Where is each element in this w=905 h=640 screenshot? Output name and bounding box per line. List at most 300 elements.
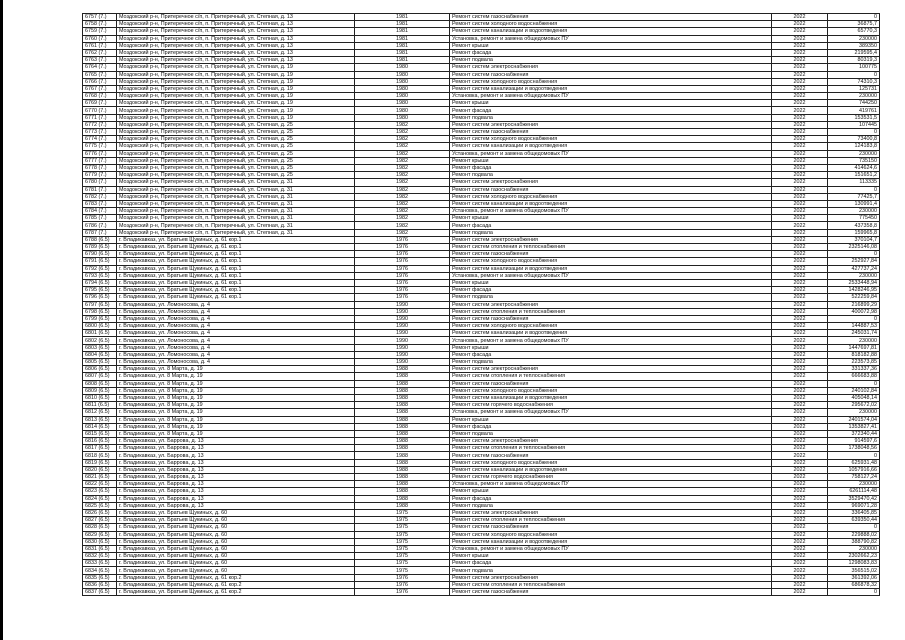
- build-year-cell: 1990: [355, 330, 450, 337]
- row-number-cell: 6797 (6.5): [83, 301, 117, 308]
- work-type-cell: Ремонт систем газоснабжения: [450, 315, 772, 322]
- work-type-cell: Ремонт систем электроснабжения: [450, 179, 772, 186]
- work-type-cell: Ремонт систем отопления и теплоснабжения: [450, 445, 772, 452]
- table-row: [83, 474, 880, 481]
- work-type-cell: Ремонт крыши: [450, 553, 772, 560]
- row-number-cell: 6792 (6.5): [83, 265, 117, 272]
- plan-year-cell: 2022: [772, 574, 828, 581]
- work-type-cell: Ремонт крыши: [450, 42, 772, 49]
- address-cell: г. Владикавказ, ул. Братьев Щукиных, д. 61 кор.1: [117, 251, 355, 258]
- row-number-cell: 6779 (7.): [83, 172, 117, 179]
- plan-year-cell: 2022: [772, 129, 828, 136]
- work-type-cell: Ремонт подвала: [450, 430, 772, 437]
- row-number-cell: 6829 (6.5): [83, 531, 117, 538]
- cost-cell: 2302662,23: [828, 553, 880, 560]
- table-row: [83, 459, 880, 466]
- table-row: [83, 222, 880, 229]
- row-number-cell: 6796 (6.5): [83, 294, 117, 301]
- row-number-cell: 6794 (6.5): [83, 279, 117, 286]
- work-type-cell: Ремонт подвала: [450, 502, 772, 509]
- plan-year-cell: 2022: [772, 28, 828, 35]
- plan-year-cell: 2022: [772, 157, 828, 164]
- table-row: [83, 430, 880, 437]
- address-cell: Моздокский р-н, Притеречное с/п, п. Притеречный, ул. Степная, д. 19: [117, 71, 355, 78]
- table-row: [83, 42, 880, 49]
- build-year-cell: 1990: [355, 315, 450, 322]
- row-number-cell: 6760 (7.): [83, 35, 117, 42]
- address-cell: г. Владикавказ, ул. Баррова, д. 13: [117, 481, 355, 488]
- work-type-cell: Ремонт систем электроснабжения: [450, 438, 772, 445]
- cost-cell: 240102,84: [828, 387, 880, 394]
- build-year-cell: 1988: [355, 466, 450, 473]
- row-number-cell: 6821 (6.5): [83, 474, 117, 481]
- plan-year-cell: 2022: [772, 279, 828, 286]
- address-cell: г. Владикавказ, ул. Братьев Щукиных, д. 61 кор.1: [117, 244, 355, 251]
- plan-year-cell: 2022: [772, 164, 828, 171]
- cost-cell: 405048,14: [828, 394, 880, 401]
- table-row: [83, 466, 880, 473]
- cost-cell: 1738048,56: [828, 445, 880, 452]
- plan-year-cell: 2022: [772, 208, 828, 215]
- cost-cell: 151651,2: [828, 172, 880, 179]
- work-type-cell: Установка, ремонт и замена общедомовых ПУ: [450, 409, 772, 416]
- row-number-cell: 6823 (6.5): [83, 488, 117, 495]
- plan-year-cell: 2022: [772, 394, 828, 401]
- cost-cell: 216899,29: [828, 301, 880, 308]
- address-cell: г. Владикавказ, ул. 8 Марта, д. 19: [117, 409, 355, 416]
- plan-year-cell: 2022: [772, 186, 828, 193]
- address-cell: Моздокский р-н, Притеречное с/п, п. Притеречный, ул. Степная, д. 31: [117, 179, 355, 186]
- cost-cell: 295672,02: [828, 402, 880, 409]
- row-number-cell: 6818 (6.5): [83, 452, 117, 459]
- cost-cell: 230000: [828, 545, 880, 552]
- row-number-cell: 6820 (6.5): [83, 466, 117, 473]
- address-cell: г. Владикавказ, ул. Братьев Щукиных, д. 61 кор.2: [117, 574, 355, 581]
- build-year-cell: 1982: [355, 157, 450, 164]
- build-year-cell: 1990: [355, 344, 450, 351]
- work-type-cell: Ремонт систем электроснабжения: [450, 301, 772, 308]
- plan-year-cell: 2022: [772, 244, 828, 251]
- build-year-cell: 1981: [355, 42, 450, 49]
- row-number-cell: 6766 (7.): [83, 78, 117, 85]
- scan-edge: [0, 0, 3, 640]
- address-cell: Моздокский р-н, Притеречное с/п, п. Притеречный, ул. Степная, д. 13: [117, 28, 355, 35]
- build-year-cell: 1988: [355, 430, 450, 437]
- address-cell: Моздокский р-н, Притеречное с/п, п. Притеречный, ул. Степная, д. 25: [117, 136, 355, 143]
- cost-cell: 0: [828, 524, 880, 531]
- table-row: [83, 236, 880, 243]
- cost-cell: 389350: [828, 42, 880, 49]
- cost-cell: 336405,85: [828, 509, 880, 516]
- address-cell: г. Владикавказ, ул. 8 Марта, д. 19: [117, 380, 355, 387]
- work-type-cell: Ремонт систем холодного водоснабжения: [450, 531, 772, 538]
- build-year-cell: 1982: [355, 143, 450, 150]
- cost-cell: 775450: [828, 215, 880, 222]
- plan-year-cell: 2022: [772, 251, 828, 258]
- build-year-cell: 1988: [355, 495, 450, 502]
- table-row: [83, 14, 880, 21]
- table-row: [83, 164, 880, 171]
- plan-year-cell: 2022: [772, 100, 828, 107]
- plan-year-cell: 2022: [772, 387, 828, 394]
- cost-cell: 36875,7: [828, 21, 880, 28]
- build-year-cell: 1976: [355, 258, 450, 265]
- row-number-cell: 6791 (6.5): [83, 258, 117, 265]
- table-row: [83, 323, 880, 330]
- table-row: [83, 495, 880, 502]
- address-cell: г. Владикавказ, ул. Ломоносова, д. 4: [117, 323, 355, 330]
- table-row: [83, 445, 880, 452]
- plan-year-cell: 2022: [772, 308, 828, 315]
- address-cell: г. Владикавказ, ул. 8 Марта, д. 19: [117, 423, 355, 430]
- plan-year-cell: 2022: [772, 229, 828, 236]
- build-year-cell: 1981: [355, 28, 450, 35]
- table-row: [83, 114, 880, 121]
- row-number-cell: 6763 (7.): [83, 57, 117, 64]
- address-cell: г. Владикавказ, ул. Братьев Щукиных, д. 60: [117, 509, 355, 516]
- plan-year-cell: 2022: [772, 78, 828, 85]
- cost-cell: 1447697,81: [828, 344, 880, 351]
- document-sheet: [82, 13, 879, 596]
- address-cell: г. Владикавказ, ул. 8 Марта, д. 19: [117, 402, 355, 409]
- cost-cell: 361392,06: [828, 574, 880, 581]
- cost-cell: 1057916,66: [828, 466, 880, 473]
- build-year-cell: 1988: [355, 402, 450, 409]
- row-number-cell: 6812 (6.5): [83, 409, 117, 416]
- cost-cell: 427737,24: [828, 265, 880, 272]
- table-row: [83, 315, 880, 322]
- cost-cell: 230000: [828, 481, 880, 488]
- repair-program-table: [82, 13, 880, 596]
- work-type-cell: Установка, ремонт и замена общедомовых ПУ: [450, 337, 772, 344]
- cost-cell: 230000: [828, 35, 880, 42]
- address-cell: г. Владикавказ, ул. Братьев Щукиных, д. 60: [117, 531, 355, 538]
- plan-year-cell: 2022: [772, 531, 828, 538]
- plan-year-cell: 2022: [772, 581, 828, 588]
- build-year-cell: 1976: [355, 287, 450, 294]
- table-row: [83, 366, 880, 373]
- plan-year-cell: 2022: [772, 567, 828, 574]
- address-cell: г. Владикавказ, ул. Баррова, д. 13: [117, 474, 355, 481]
- row-number-cell: 6775 (7.): [83, 143, 117, 150]
- table-row: [83, 531, 880, 538]
- row-number-cell: 6811 (6.5): [83, 402, 117, 409]
- plan-year-cell: 2022: [772, 93, 828, 100]
- work-type-cell: Ремонт систем канализации и водоотведения: [450, 200, 772, 207]
- row-number-cell: 6784 (7.): [83, 208, 117, 215]
- work-type-cell: Установка, ремонт и замена общедомовых ПУ: [450, 150, 772, 157]
- cost-cell: 0: [828, 589, 880, 596]
- plan-year-cell: 2022: [772, 509, 828, 516]
- plan-year-cell: 2022: [772, 409, 828, 416]
- table-row: [83, 452, 880, 459]
- plan-year-cell: 2022: [772, 416, 828, 423]
- build-year-cell: 1975: [355, 517, 450, 524]
- build-year-cell: 1982: [355, 186, 450, 193]
- build-year-cell: 1980: [355, 100, 450, 107]
- address-cell: г. Владикавказ, ул. Братьев Щукиных, д. 61 кор.1: [117, 279, 355, 286]
- work-type-cell: Ремонт систем электроснабжения: [450, 121, 772, 128]
- work-type-cell: Ремонт систем электроснабжения: [450, 236, 772, 243]
- row-number-cell: 6762 (7.): [83, 49, 117, 56]
- row-number-cell: 6770 (7.): [83, 107, 117, 114]
- cost-cell: 639350,44: [828, 517, 880, 524]
- plan-year-cell: 2022: [772, 560, 828, 567]
- table-row: [83, 373, 880, 380]
- cost-cell: 914597,6: [828, 438, 880, 445]
- work-type-cell: Ремонт систем канализации и водоотведения: [450, 538, 772, 545]
- address-cell: Моздокский р-н, Притеречное с/п, п. Притеречный, ул. Степная, д. 31: [117, 186, 355, 193]
- work-type-cell: Ремонт систем канализации и водоотведения: [450, 85, 772, 92]
- row-number-cell: 6789 (6.5): [83, 244, 117, 251]
- cost-cell: 744250: [828, 100, 880, 107]
- row-number-cell: 6787 (7.): [83, 229, 117, 236]
- work-type-cell: Ремонт фасада: [450, 222, 772, 229]
- work-type-cell: Ремонт систем газоснабжения: [450, 452, 772, 459]
- row-number-cell: 6804 (6.5): [83, 351, 117, 358]
- address-cell: г. Владикавказ, ул. Братьев Щукиных, д. 61 кор.2: [117, 581, 355, 588]
- plan-year-cell: 2022: [772, 258, 828, 265]
- address-cell: г. Владикавказ, ул. Братьев Щукиных, д. 60: [117, 567, 355, 574]
- table-row: [83, 359, 880, 366]
- cost-cell: 6261114,48: [828, 488, 880, 495]
- build-year-cell: 1982: [355, 150, 450, 157]
- address-cell: Моздокский р-н, Притеречное с/п, п. Притеречный, ул. Степная, д. 31: [117, 229, 355, 236]
- work-type-cell: Ремонт систем газоснабжения: [450, 14, 772, 21]
- plan-year-cell: 2022: [772, 445, 828, 452]
- address-cell: Моздокский р-н, Притеречное с/п, п. Притеречный, ул. Степная, д. 31: [117, 193, 355, 200]
- plan-year-cell: 2022: [772, 71, 828, 78]
- table-row: [83, 337, 880, 344]
- cost-cell: 230000: [828, 409, 880, 416]
- plan-year-cell: 2022: [772, 222, 828, 229]
- plan-year-cell: 2022: [772, 294, 828, 301]
- row-number-cell: 6771 (7.): [83, 114, 117, 121]
- plan-year-cell: 2022: [772, 21, 828, 28]
- work-type-cell: Ремонт систем отопления и теплоснабжения: [450, 308, 772, 315]
- table-row: [83, 172, 880, 179]
- address-cell: Моздокский р-н, Притеречное с/п, п. Притеречный, ул. Степная, д. 13: [117, 21, 355, 28]
- plan-year-cell: 2022: [772, 150, 828, 157]
- plan-year-cell: 2022: [772, 323, 828, 330]
- address-cell: Моздокский р-н, Притеречное с/п, п. Притеречный, ул. Степная, д. 25: [117, 150, 355, 157]
- build-year-cell: 1988: [355, 387, 450, 394]
- cost-cell: 219595,4: [828, 49, 880, 56]
- build-year-cell: 1980: [355, 78, 450, 85]
- row-number-cell: 6773 (7.): [83, 129, 117, 136]
- cost-cell: 230000: [828, 208, 880, 215]
- address-cell: Моздокский р-н, Притеречное с/п, п. Притеречный, ул. Степная, д. 25: [117, 172, 355, 179]
- address-cell: г. Владикавказ, ул. Братьев Щукиных, д. 60: [117, 517, 355, 524]
- build-year-cell: 1990: [355, 359, 450, 366]
- build-year-cell: 1988: [355, 459, 450, 466]
- build-year-cell: 1975: [355, 531, 450, 538]
- work-type-cell: Ремонт крыши: [450, 215, 772, 222]
- table-row: [83, 481, 880, 488]
- cost-cell: 125731: [828, 85, 880, 92]
- work-type-cell: Ремонт систем горячего водоснабжения: [450, 474, 772, 481]
- cost-cell: 356515,02: [828, 567, 880, 574]
- row-number-cell: 6814 (6.5): [83, 423, 117, 430]
- build-year-cell: 1981: [355, 14, 450, 21]
- build-year-cell: 1982: [355, 200, 450, 207]
- address-cell: г. Владикавказ, ул. Братьев Щукиных, д. 61 кор.1: [117, 272, 355, 279]
- build-year-cell: 1988: [355, 409, 450, 416]
- build-year-cell: 1982: [355, 208, 450, 215]
- cost-cell: 388790,82: [828, 538, 880, 545]
- cost-cell: 331337,36: [828, 366, 880, 373]
- cost-cell: 666683,88: [828, 373, 880, 380]
- cost-cell: 0: [828, 380, 880, 387]
- plan-year-cell: 2022: [772, 373, 828, 380]
- work-type-cell: Установка, ремонт и замена общедомовых ПУ: [450, 272, 772, 279]
- address-cell: г. Владикавказ, ул. Братьев Щукиных, д. 60: [117, 545, 355, 552]
- row-number-cell: 6778 (7.): [83, 164, 117, 171]
- work-type-cell: Ремонт систем холодного водоснабжения: [450, 258, 772, 265]
- work-type-cell: Ремонт систем канализации и водоотведения: [450, 330, 772, 337]
- plan-year-cell: 2022: [772, 402, 828, 409]
- plan-year-cell: 2022: [772, 143, 828, 150]
- row-number-cell: 6758 (7.): [83, 21, 117, 28]
- work-type-cell: Ремонт систем газоснабжения: [450, 71, 772, 78]
- table-row: [83, 157, 880, 164]
- work-type-cell: Ремонт крыши: [450, 488, 772, 495]
- work-type-cell: Ремонт систем холодного водоснабжения: [450, 78, 772, 85]
- address-cell: г. Владикавказ, ул. Ломоносова, д. 4: [117, 359, 355, 366]
- plan-year-cell: 2022: [772, 517, 828, 524]
- row-number-cell: 6837 (6.5): [83, 589, 117, 596]
- address-cell: Моздокский р-н, Притеречное с/п, п. Притеречный, ул. Степная, д. 25: [117, 121, 355, 128]
- cost-cell: 65770,3: [828, 28, 880, 35]
- cost-cell: 818182,88: [828, 351, 880, 358]
- table-row: [83, 294, 880, 301]
- cost-cell: 2533448,94: [828, 279, 880, 286]
- cost-cell: 1428246,95: [828, 287, 880, 294]
- table-row: [83, 409, 880, 416]
- table-row: [83, 438, 880, 445]
- cost-cell: 130991,4: [828, 200, 880, 207]
- row-number-cell: 6757 (7.): [83, 14, 117, 21]
- row-number-cell: 6765 (7.): [83, 71, 117, 78]
- table-row: [83, 279, 880, 286]
- build-year-cell: 1980: [355, 107, 450, 114]
- work-type-cell: Ремонт систем отопления и теплоснабжения: [450, 244, 772, 251]
- work-type-cell: Ремонт фасада: [450, 351, 772, 358]
- table-row: [83, 244, 880, 251]
- build-year-cell: 1988: [355, 366, 450, 373]
- build-year-cell: 1976: [355, 589, 450, 596]
- cost-cell: 73400,8: [828, 136, 880, 143]
- work-type-cell: Ремонт систем канализации и водоотведения: [450, 394, 772, 401]
- row-number-cell: 6777 (7.): [83, 157, 117, 164]
- row-number-cell: 6832 (6.5): [83, 553, 117, 560]
- address-cell: г. Владикавказ, ул. Ломоносова, д. 4: [117, 337, 355, 344]
- cost-cell: 522259,84: [828, 294, 880, 301]
- build-year-cell: 1990: [355, 323, 450, 330]
- plan-year-cell: 2022: [772, 524, 828, 531]
- plan-year-cell: 2022: [772, 200, 828, 207]
- build-year-cell: 1976: [355, 272, 450, 279]
- address-cell: Моздокский р-н, Притеречное с/п, п. Притеречный, ул. Степная, д. 19: [117, 114, 355, 121]
- row-number-cell: 6774 (7.): [83, 136, 117, 143]
- plan-year-cell: 2022: [772, 85, 828, 92]
- cost-cell: 252927,84: [828, 258, 880, 265]
- work-type-cell: Ремонт систем электроснабжения: [450, 509, 772, 516]
- address-cell: г. Владикавказ, ул. Братьев Щукиных, д. 61 кор.1: [117, 258, 355, 265]
- work-type-cell: Ремонт систем холодного водоснабжения: [450, 323, 772, 330]
- address-cell: г. Владикавказ, ул. Баррова, д. 13: [117, 502, 355, 509]
- cost-cell: 625931,48: [828, 459, 880, 466]
- cost-cell: 230000: [828, 93, 880, 100]
- build-year-cell: 1982: [355, 121, 450, 128]
- table-row: [83, 35, 880, 42]
- address-cell: Моздокский р-н, Притеречное с/п, п. Притеречный, ул. Степная, д. 19: [117, 107, 355, 114]
- build-year-cell: 1981: [355, 49, 450, 56]
- work-type-cell: Ремонт систем электроснабжения: [450, 64, 772, 71]
- address-cell: г. Владикавказ, ул. Братьев Щукиных, д. 60: [117, 553, 355, 560]
- table-row: [83, 416, 880, 423]
- row-number-cell: 6800 (6.5): [83, 323, 117, 330]
- work-type-cell: Ремонт систем газоснабжения: [450, 524, 772, 531]
- plan-year-cell: 2022: [772, 351, 828, 358]
- plan-year-cell: 2022: [772, 49, 828, 56]
- plan-year-cell: 2022: [772, 172, 828, 179]
- build-year-cell: 1988: [355, 380, 450, 387]
- table-row: [83, 502, 880, 509]
- build-year-cell: 1976: [355, 251, 450, 258]
- address-cell: Моздокский р-н, Притеречное с/п, п. Притеречный, ул. Степная, д. 19: [117, 64, 355, 71]
- plan-year-cell: 2022: [772, 114, 828, 121]
- address-cell: Моздокский р-н, Притеречное с/п, п. Притеречный, ул. Степная, д. 25: [117, 164, 355, 171]
- row-number-cell: 6776 (7.): [83, 150, 117, 157]
- work-type-cell: Ремонт крыши: [450, 344, 772, 351]
- cost-cell: 0: [828, 251, 880, 258]
- row-number-cell: 6803 (6.5): [83, 344, 117, 351]
- build-year-cell: 1976: [355, 244, 450, 251]
- table-row: [83, 93, 880, 100]
- row-number-cell: 6793 (6.5): [83, 272, 117, 279]
- table-row: [83, 330, 880, 337]
- cost-cell: 414624,6: [828, 164, 880, 171]
- table-row: [83, 100, 880, 107]
- work-type-cell: Ремонт систем холодного водоснабжения: [450, 136, 772, 143]
- build-year-cell: 1982: [355, 179, 450, 186]
- cost-cell: 230000: [828, 337, 880, 344]
- work-type-cell: Ремонт подвала: [450, 114, 772, 121]
- row-number-cell: 6761 (7.): [83, 42, 117, 49]
- table-body: [83, 14, 880, 596]
- build-year-cell: 1976: [355, 265, 450, 272]
- cost-cell: 0: [828, 452, 880, 459]
- row-number-cell: 6786 (7.): [83, 222, 117, 229]
- build-year-cell: 1976: [355, 236, 450, 243]
- address-cell: Моздокский р-н, Притеречное с/п, п. Притеречный, ул. Степная, д. 31: [117, 200, 355, 207]
- build-year-cell: 1990: [355, 301, 450, 308]
- work-type-cell: Ремонт крыши: [450, 279, 772, 286]
- work-type-cell: Ремонт фасада: [450, 495, 772, 502]
- work-type-cell: Ремонт систем газоснабжения: [450, 589, 772, 596]
- table-row: [83, 545, 880, 552]
- build-year-cell: 1988: [355, 474, 450, 481]
- table-row: [83, 28, 880, 35]
- plan-year-cell: 2022: [772, 272, 828, 279]
- plan-year-cell: 2022: [772, 452, 828, 459]
- work-type-cell: Ремонт систем газоснабжения: [450, 251, 772, 258]
- work-type-cell: Ремонт фасада: [450, 560, 772, 567]
- table-row: [83, 567, 880, 574]
- address-cell: Моздокский р-н, Притеречное с/п, п. Притеречный, ул. Степная, д. 25: [117, 157, 355, 164]
- plan-year-cell: 2022: [772, 215, 828, 222]
